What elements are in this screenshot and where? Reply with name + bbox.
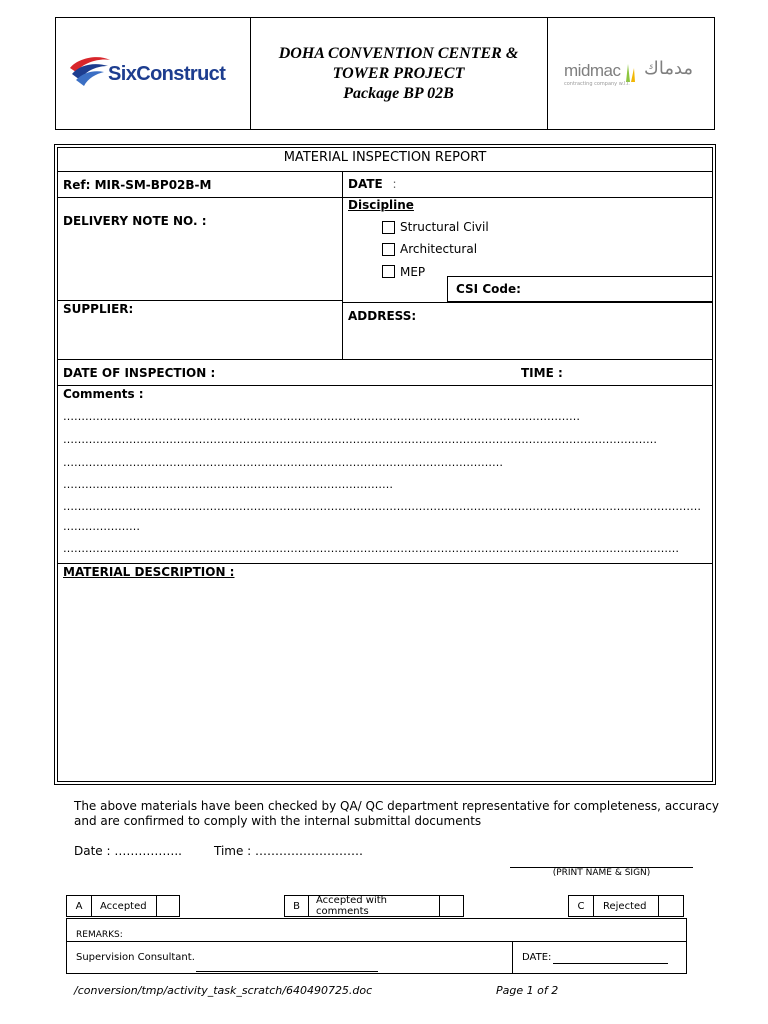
inspection-time-label: TIME : <box>521 366 563 380</box>
checkbox-architectural[interactable] <box>382 243 395 256</box>
sixconstruct-logo <box>66 54 236 94</box>
consultant-label: Supervision Consultant. <box>76 952 195 963</box>
col-divider-top <box>342 171 343 359</box>
address-label: ADDRESS: <box>348 309 417 323</box>
remarks-box <box>66 918 687 974</box>
comment-line-5[interactable]: ………………………………………………………………………………………………………………………………………………………… <box>63 500 701 513</box>
rule-under-remarks <box>66 941 687 942</box>
report-title: MATERIAL INSPECTION REPORT <box>283 150 487 165</box>
status-b-label-cell <box>308 895 440 917</box>
rule-under-comments <box>57 563 713 564</box>
status-a-label-cell <box>91 895 157 917</box>
inspection-date-label: DATE OF INSPECTION : <box>63 366 216 380</box>
material-description-label: MATERIAL DESCRIPTION : <box>63 565 235 579</box>
sixconstruct-swoosh-icon <box>66 54 112 90</box>
project-title-line2: TOWER PROJECT <box>332 65 465 82</box>
project-title-line1: DOHA CONVENTION CENTER & <box>278 45 519 62</box>
date-field <box>348 177 397 191</box>
discipline-structural-civil-label: Structural Civil <box>400 220 489 234</box>
confirmation-line2: and are confirmed to comply with the internal submittal documents <box>74 814 482 828</box>
comments-label: Comments : <box>63 387 144 401</box>
confirmation-line1: The above materials have been checked by QA/ QC department representative for completeness, accuracy <box>74 799 719 813</box>
date-label: DATE <box>348 177 383 191</box>
confirmation-date[interactable]: Date : …………….. <box>74 844 182 858</box>
midmac-arabic-text: مدماك <box>644 58 694 79</box>
status-a-letter-cell <box>66 895 92 917</box>
rule-under-csi <box>343 302 713 303</box>
status-c-letter: C <box>577 900 585 912</box>
ref-label: Ref: MIR-SM-BP02B-M <box>63 178 212 192</box>
status-a-letter: A <box>75 900 83 912</box>
status-b-letter: B <box>293 900 300 912</box>
comment-line-2[interactable]: ……………………………………………………………………………………………………………………………………………… <box>63 433 657 446</box>
project-title <box>250 44 547 104</box>
csi-code-label: CSI Code: <box>456 282 521 296</box>
project-title-line3: Package BP 02B <box>343 85 454 102</box>
status-c-checkbox[interactable] <box>658 895 684 917</box>
status-b-letter-cell <box>284 895 309 917</box>
date-colon: : <box>392 177 397 191</box>
midmac-logo <box>560 58 710 92</box>
checkbox-structural-civil[interactable] <box>382 221 395 234</box>
comment-line-6[interactable]: ………………… <box>63 520 140 533</box>
comment-line-4[interactable]: ……………………………………………………………………………… <box>63 478 393 491</box>
footer-page-number: Page 1 of 2 <box>496 984 559 997</box>
delivery-note-label: DELIVERY NOTE NO. : <box>63 214 207 228</box>
remarks-label: REMARKS: <box>76 930 123 940</box>
rule-above-supplier <box>57 300 343 301</box>
comment-line-7[interactable]: …………………………………………………………………………………………………………………………………………………… <box>63 542 679 555</box>
consultant-date-label: DATE: <box>522 952 552 963</box>
header-divider-right <box>547 17 548 130</box>
supplier-label: SUPPLIER: <box>63 302 134 316</box>
rule-under-supplier <box>57 359 713 360</box>
status-c-letter-cell <box>568 895 594 917</box>
remarks-date-divider <box>512 941 513 974</box>
checkbox-mep[interactable] <box>382 265 395 278</box>
midmac-logo-text: midmac <box>564 61 621 80</box>
midmac-subtext: contracting company w.l.l. <box>564 81 630 87</box>
discipline-mep-label: MEP <box>400 265 426 279</box>
status-b-checkbox[interactable] <box>439 895 464 917</box>
status-c-label-cell <box>593 895 659 917</box>
consultant-date-line <box>553 963 668 964</box>
consultant-signature-line <box>196 971 378 972</box>
print-name-sign-label: (PRINT NAME & SIGN) <box>552 868 651 878</box>
sixconstruct-logo-text: SixConstruct <box>108 63 226 85</box>
comment-line-3[interactable]: ………………………………………………………………………………………………………… <box>63 456 503 469</box>
rule-under-title <box>57 171 713 172</box>
status-c-label: Rejected <box>603 900 647 912</box>
status-a-checkbox[interactable] <box>156 895 180 917</box>
rule-under-inspection <box>57 385 713 386</box>
comment-line-1[interactable]: …………………………………………………………………………………………………………………………… <box>63 410 580 423</box>
confirmation-time[interactable]: Time : ……………………… <box>214 844 364 858</box>
discipline-label: Discipline <box>348 198 414 212</box>
confirmation-text <box>74 799 719 829</box>
status-a-label: Accepted <box>100 900 147 912</box>
footer-path: /conversion/tmp/activity_task_scratch/640490725.doc <box>74 984 373 997</box>
status-b-label: Accepted with comments <box>316 895 387 917</box>
discipline-architectural-label: Architectural <box>400 242 478 256</box>
